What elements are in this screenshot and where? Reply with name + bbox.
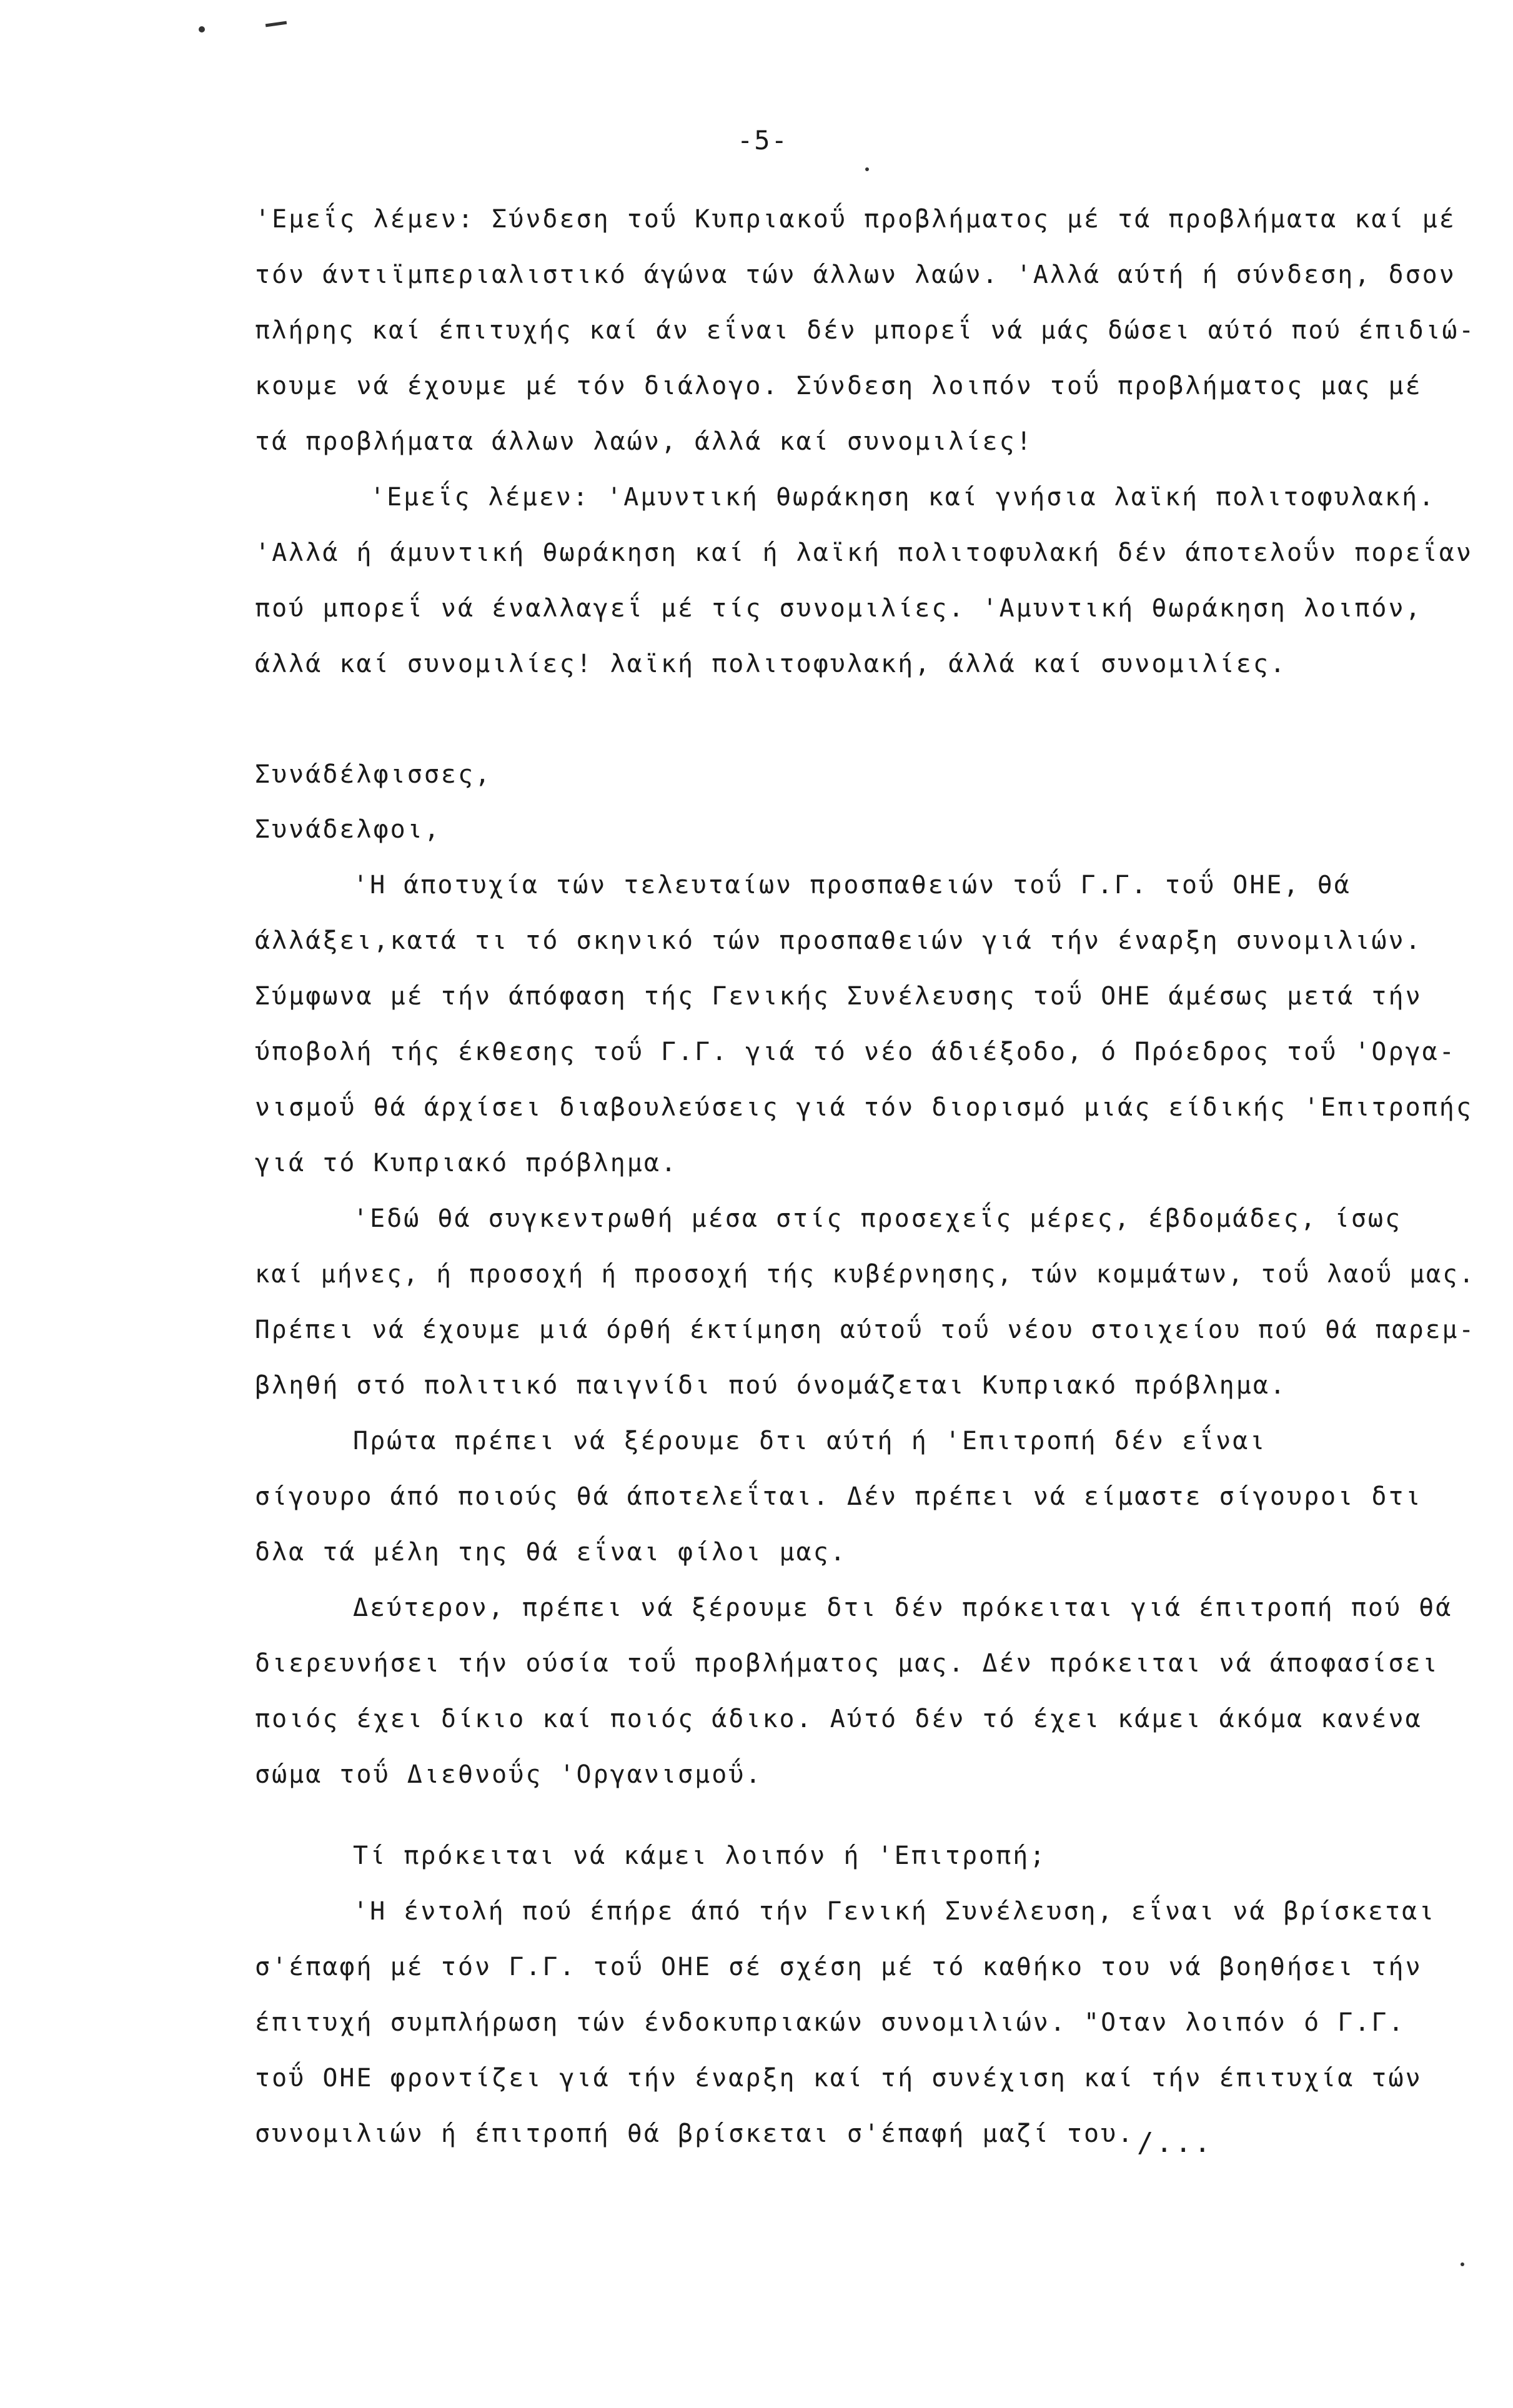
text-line: νισμοΰ θά άρχίσει διαβουλεύσεις γιά τόν διορισμό μιάς είδικής 'Επιτροπής [255,1093,1473,1122]
text-line: διερευνήσει τήν ούσία τοΰ προβλήματος μας. Δέν πρόκειται νά άποφασίσει [255,1649,1439,1678]
text-line: καί μήνες, ή προσοχή ή προσοχή τής κυβέρνησης, τών κομμάτων, τοΰ λαοΰ μας. [255,1260,1476,1289]
text-line: έπιτυχή συμπλήρωση τών ένδοκυπριακών συνομιλιών. "Οταν λοιπόν ό Γ.Γ. [255,2008,1406,2037]
scan-speck [199,26,205,32]
text-line: Δεύτερον, πρέπει νά ξέρουμε δτι δέν πρόκειται γιά έπιτροπή πού θά [353,1593,1453,1622]
text-line: 'Αλλά ή άμυντική θωράκηση καί ή λαϊκή πολιτοφυλακή δέν άποτελοΰν πορεΐαν [255,538,1473,567]
text-line: ύποβολή τής έκθεσης τοΰ Γ.Γ. γιά τό νέο άδιέξοδο, ό Πρόεδρος τοΰ 'Οργα- [255,1038,1456,1066]
text-line: 'Η έντολή πού έπήρε άπό τήν Γενική Συνέλευση, εΐναι νά βρίσκεται [353,1897,1436,1926]
text-line: συνομιλιών ή έπιτροπή θά βρίσκεται σ'έπαφή μαζί του. [255,2119,1135,2148]
text-line: πλήρης καί έπιτυχής καί άν εΐναι δέν μπορεΐ νά μάς δώσει αύτό πού έπιδιώ- [255,316,1476,345]
text-line: 'Εμεΐς λέμεν: Σύνδεση τοΰ Κυπριακοΰ προβλήματος μέ τά προβλήματα καί μέ [255,205,1456,234]
page-number: -5- [737,125,788,156]
text-line: δλα τά μέλη της θά εΐναι φίλοι μας. [255,1538,847,1567]
text-line: Πρώτα πρέπει νά ξέρουμε δτι αύτή ή 'Επιτροπή δέν εΐναι [353,1427,1267,1455]
text-line: Τί πρόκειται νά κάμει λοιπόν ή 'Επιτροπή; [353,1841,1047,1870]
text-line: άλλά καί συνομιλίες! λαϊκή πολιτοφυλακή, άλλά καί συνομιλίες. [255,650,1287,678]
text-line: σ'έπαφή μέ τόν Γ.Γ. τοΰ ΟΗΕ σέ σχέση μέ τό καθήκο του νά βοηθήσει τήν [255,1953,1422,1981]
salutation: Συνάδέλφισσες, [255,760,492,789]
text-line: βληθή στό πολιτικό παιγνίδι πού όνομάζεται Κυπριακό πρόβλημα. [255,1371,1287,1400]
scan-speck [1461,2262,1464,2266]
scan-speck [265,21,287,27]
text-line: Πρέπει νά έχουμε μιά όρθή έκτίμηση αύτοΰ τοΰ νέου στοιχείου πού θά παρεμ- [255,1315,1476,1344]
continuation-marker: /... [1137,2127,1213,2159]
text-line: σώμα τοΰ Διεθνοΰς 'Οργανισμοΰ. [255,1760,763,1789]
text-line: γιά τό Κυπριακό πρόβλημα. [255,1149,678,1177]
text-line: 'Η άποτυχία τών τελευταίων προσπαθειών τοΰ Γ.Γ. τοΰ ΟΗΕ, θά [353,871,1351,899]
scan-speck [865,167,869,171]
text-line: σίγουρο άπό ποιούς θά άποτελεΐται. Δέν πρέπει νά είμαστε σίγουροι δτι [255,1482,1422,1511]
text-line: τά προβλήματα άλλων λαών, άλλά καί συνομιλίες! [255,427,1033,456]
text-line: κουμε νά έχουμε μέ τόν διάλογο. Σύνδεση λοιπόν τοΰ προβλήματος μας μέ [255,372,1422,400]
text-line: άλλάξει,κατά τι τό σκηνικό τών προσπαθειών γιά τήν έναρξη συνομιλιών. [255,926,1422,955]
text-line: Σύμφωνα μέ τήν άπόφαση τής Γενικής Συνέλευσης τοΰ ΟΗΕ άμέσως μετά τήν [255,982,1422,1011]
text-line: ποιός έχει δίκιο καί ποιός άδικο. Αύτό δέν τό έχει κάμει άκόμα κανένα [255,1705,1422,1733]
salutation: Συνάδελφοι, [255,815,441,844]
text-line: τοΰ ΟΗΕ φροντίζει γιά τήν έναρξη καί τή συνέχιση καί τήν έπιτυχία τών [255,2064,1422,2093]
text-line: 'Εμεΐς λέμεν: 'Αμυντική θωράκηση καί γνήσια λαϊκή πολιτοφυλακή. [370,483,1436,512]
text-line: 'Εδώ θά συγκεντρωθή μέσα στίς προσεχεΐς μέρες, έβδομάδες, ίσως [353,1204,1402,1233]
text-line: πού μπορεΐ νά έναλλαγεΐ μέ τίς συνομιλίες. 'Αμυντική θωράκηση λοιπόν, [255,594,1422,623]
text-line: τόν άντιϊμπεριαλιστικό άγώνα τών άλλων λαών. 'Αλλά αύτή ή σύνδεση, δσον [255,260,1456,289]
